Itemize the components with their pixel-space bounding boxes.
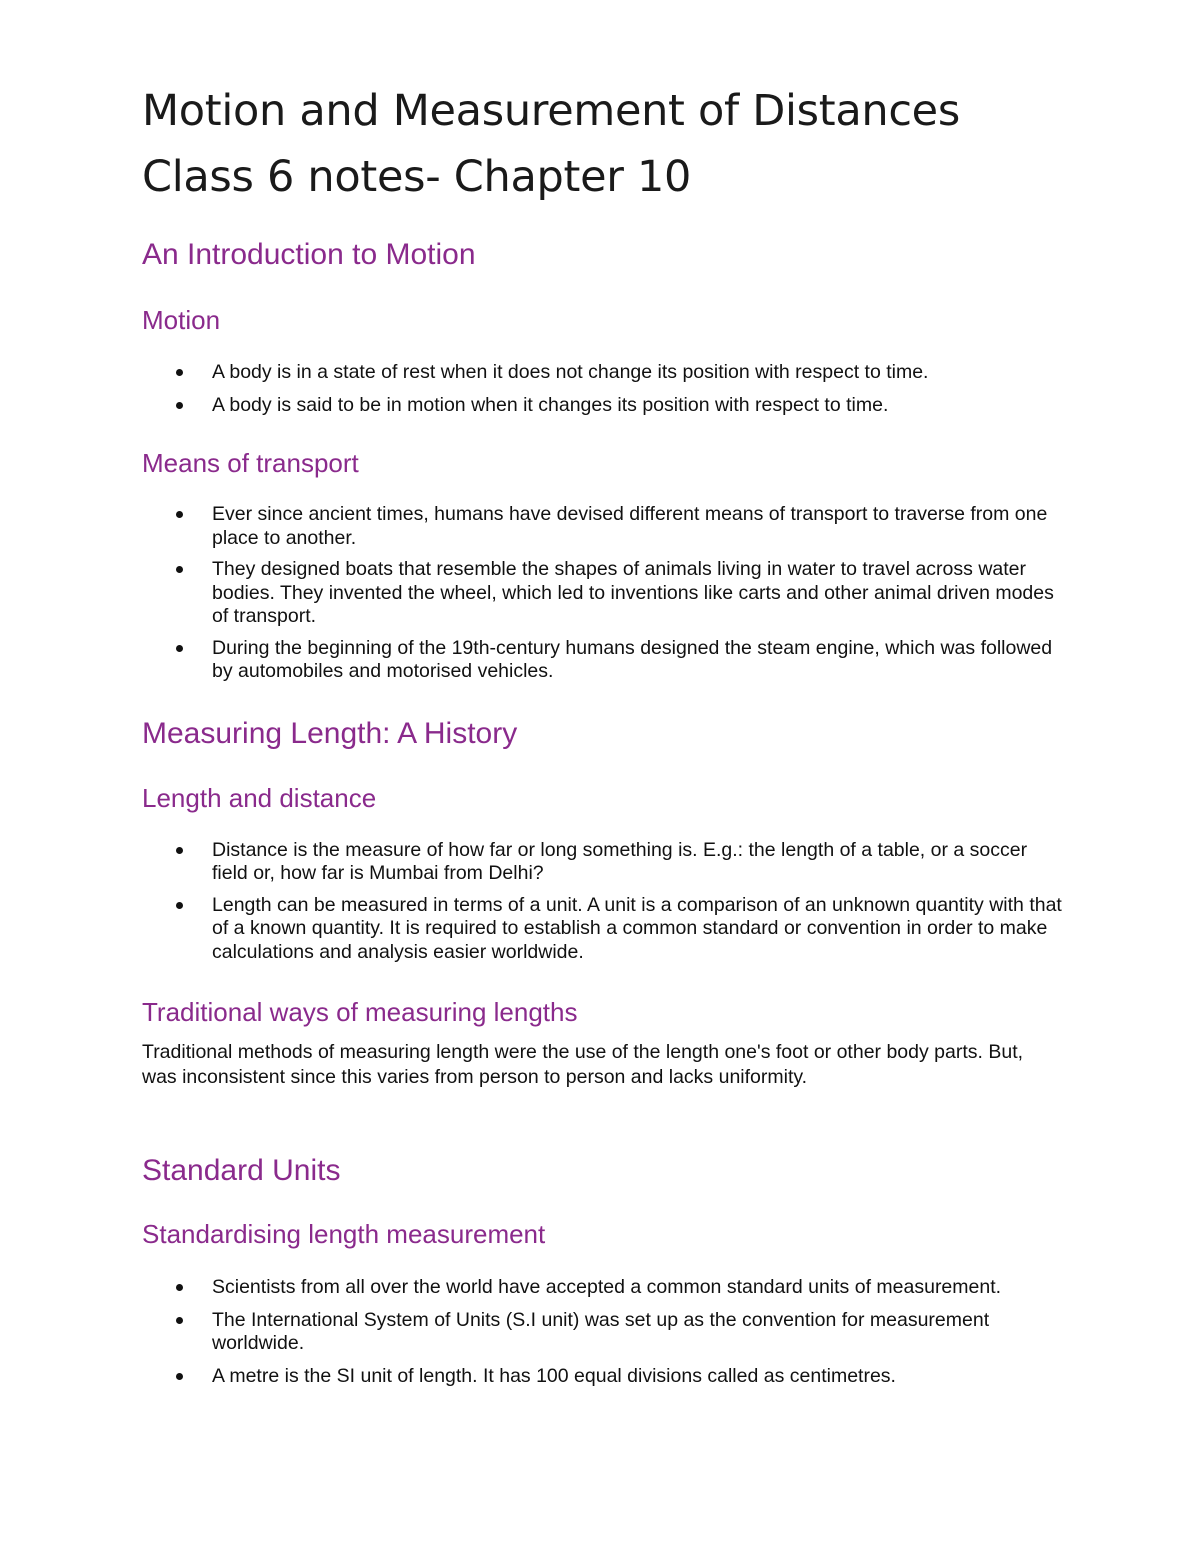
list-item: They designed boats that resemble the shapes of animals living in water to travel across water bodies. They invented the wheel, which led to inventions like carts and other animal driven modes of transport.: [142, 558, 1062, 629]
bullet-icon: [176, 1284, 183, 1291]
transport-list: [142, 503, 1062, 684]
traditional-paragraph: Traditional methods of measuring length were the use of the length one's foot or other body parts. But, was inconsistent since this varies from person to person and lacks uniformity.: [142, 1041, 1024, 1088]
list-item: A metre is the SI unit of length. It has 100 equal divisions called as centimetres.: [142, 1365, 1062, 1389]
bullet-icon: [176, 645, 183, 652]
motion-list: [142, 361, 1062, 417]
bullet-icon: [176, 402, 183, 409]
list-item: During the beginning of the 19th-century humans designed the steam engine, which was followed by automobiles and motorised vehicles.: [142, 637, 1062, 684]
subheading-standardising: Standardising length measurement: [142, 1219, 546, 1249]
bullet-icon: [176, 1317, 183, 1324]
bullet-icon: [176, 902, 183, 909]
list-item: The International System of Units (S.I unit) was set up as the convention for measurement worldwide.: [142, 1309, 1062, 1356]
section-heading-history: Measuring Length: A History: [142, 716, 518, 750]
subheading-motion: Motion: [142, 305, 221, 335]
section-heading-intro: An Introduction to Motion: [142, 238, 476, 271]
list-item: Length can be measured in terms of a unit. A unit is a comparison of an unknown quantity with that of a known quantity. It is required to establish a common standard or convention in order to make calculations and analysis easier worldwide.: [142, 894, 1062, 965]
list-item: A body is in a state of rest when it does not change its position with respect to time.: [142, 361, 1062, 385]
list-item: Scientists from all over the world have accepted a common standard units of measurement.: [142, 1276, 1062, 1300]
length-list: [142, 839, 1062, 965]
title-line-1: Motion and Measurement of Distances: [142, 86, 960, 136]
subheading-traditional: Traditional ways of measuring lengths: [142, 997, 578, 1027]
bullet-icon: [176, 847, 183, 854]
list-item: A body is said to be in motion when it changes its position with respect to time.: [142, 394, 1062, 418]
document-title: [142, 78, 1062, 210]
bullet-icon: [176, 369, 183, 376]
subheading-transport: Means of transport: [142, 448, 359, 478]
title-line-2: Class 6 notes- Chapter 10: [142, 152, 692, 202]
document-page: [142, 78, 1062, 1388]
subheading-length: Length and distance: [142, 782, 377, 813]
standardising-list: [142, 1276, 1062, 1388]
list-item: Ever since ancient times, humans have devised different means of transport to traverse from one place to another.: [142, 503, 1062, 550]
list-item: Distance is the measure of how far or long something is. E.g.: the length of a table, or a soccer field or, how far is Mumbai from Delhi?: [142, 839, 1062, 886]
bullet-icon: [176, 1373, 183, 1380]
section-heading-standard: Standard Units: [142, 1154, 341, 1187]
bullet-icon: [176, 566, 183, 573]
bullet-icon: [176, 511, 183, 518]
